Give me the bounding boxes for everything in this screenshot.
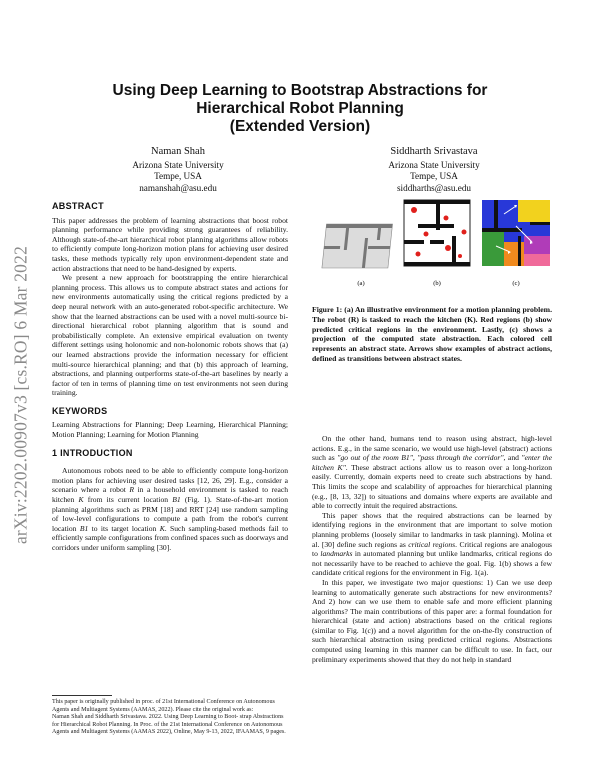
- figure-panel-c: [482, 200, 550, 266]
- figure-label-b: (b): [433, 280, 441, 287]
- right-p3: In this paper, we investigate two major questions: 1) Can we use deep learning to automatically generate such abstractions for new environments? And 2) how can we use them to enable safe and more efficient planning algorithms? The main contributions of this paper are: a formal foundation for hierarchical (state and action) abstractions based on the critical regions (similar to Fig. 1(c)) and a novel algorithm for the on-the-fly construction of such hierarchical abstraction using predicted critical regions. Abstractions computed using learning in this manner can be difficult to use. In fact, our preliminary experiments showed that they do not help in standard: [312, 577, 552, 664]
- figure-panel-b: [404, 200, 470, 266]
- figure-panel-a: [322, 224, 393, 268]
- right-column: [312, 434, 552, 664]
- abstract-heading: ABSTRACT: [52, 201, 104, 211]
- intro-heading: 1 INTRODUCTION: [52, 447, 133, 458]
- author-1: Naman Shah Arizona State University Tempe, USA namanshah@asu.edu: [132, 146, 224, 193]
- left-column: [52, 202, 288, 553]
- right-p1: On the other hand, humans tend to reason using abstract, high-level actions. E.g., in the same scenario, we would use high-level (abstract) actions such as "go out of the room B1", "pass through the corridor", and "enter the kitchen K". These abstract actions allow us to reason over a long-horizon easily. Currently, domain experts need to create such abstractions by hand. This limits the scope and scalability of approaches for hierarchical planning (e.g., [8, 13, 32]) to situations and domains where experts are available and able to correctly intuit the required abstractions.: [312, 434, 553, 511]
- figure-1: [318, 196, 554, 288]
- abstract-p1: This paper addresses the problem of learning abstractions that boost robot planning performance while providing strong guarantees of reliability. Although state-of-the-art hierarchical robot planning algorithms allow robots to efficiently compute long-horizon motion plans for achieving user desired tasks, these methods typically rely upon environment-dependent state and action abstractions that need to be hand-designed by experts.: [52, 215, 288, 273]
- intro-p1: Autonomous robots need to be able to efficiently compute long-horizon motion plans for achieving user desired tasks [12, 26, 29]. E.g., consider a scenario where a robot R in a household environment is tasked to reach kitchen K from its current location B1 (Fig. 1). State-of-the-art motion planning algorithms such as PRM [18] and RRT [24] use random sampling of low-level configurations to compute a path from the robot's current location B1 to its target location K. Such sampling-based methods fail to efficiently sample configurations from confined spaces such as doorways and corridors under uniform sampling [30].: [52, 466, 289, 552]
- arxiv-stamp: arXiv:2202.00907v3 [cs.RO] 6 Mar 2022: [10, 245, 31, 545]
- author-2: Siddharth Srivastava Arizona State University Tempe, USA siddharths@asu.edu: [388, 146, 480, 193]
- footnote: This paper is originally published in proc. of 21st International Conference on Autonomous Agents and Multiagent Systems (AAMAS, 2022). Please cite the original work as: Naman Shah and Siddharth Srivastava. 2022. Using Deep Learning to Boot- strap Abstractions for Hierarchical Robot Planning. In Proc. of the 21st International Conference on Autonomous Agents and Multiagent Systems (AAMAS 2022), Online, May 9-13, 2022, IFAAMAS, 9 pages.: [52, 695, 288, 737]
- figure-caption: Figure 1: (a) An illustrative environment for a motion planning problem. The robot (R) is tasked to reach the kitchen (K). Red regions (b) show predicted critical regions in the environment. Lastly, (c) shows a projection of the computed state abstraction. Each colored cell represents an abstract state. Arrows show examples of abstract actions, defined as transitions between abstract states.: [312, 305, 552, 363]
- abstract-p2: We present a new approach for bootstrapping the entire hierarchical planning process. This allows us to compute abstract states and actions for new environments automatically using the critical regions predicted by a deep neural network with an auto-generated robot-specific architecture. We show that the learned abstractions can be used with a novel multi-source bi-directional hierarchical robot planning algorithm that is sound and probabilistically complete. An extensive empirical evaluation on twenty different settings using holonomic and non-holonomic robots shows that (a) our learned abstractions provide the information necessary for efficient multi-source hierarchical planning; and that (b) this approach of learning, abstractions, and planning outperforms state-of-the-art baselines by nearly a factor of ten in terms of planning time on test environments not seen during training.: [52, 273, 288, 398]
- figure-label-c: (c): [512, 280, 520, 287]
- keywords-heading: KEYWORDS: [52, 405, 108, 416]
- paper-title: Using Deep Learning to Bootstrap Abstractions for Hierarchical Robot Planning (Extended Version): [112, 82, 488, 135]
- keywords-text: Learning Abstractions for Planning; Deep Learning, Hierarchical Planning; Motion Planning; Learning for Motion Planning: [52, 420, 288, 440]
- right-p2: This paper shows that the required abstractions can be learned by identifying regions in the environment that are important to solve motion planning problems (loosely similar to landmarks in task planning). Molina et al. [30] define such regions as critical regions. Critical regions are analogous to landmarks in automated planning but unlike landmarks, critical regions do not necessarily have to be reached to achieve the goal. Fig. 1(b) shows a few candidate critical regions for the environment in Fig. 1(a).: [312, 510, 552, 578]
- figure-label-a: (a): [357, 280, 365, 287]
